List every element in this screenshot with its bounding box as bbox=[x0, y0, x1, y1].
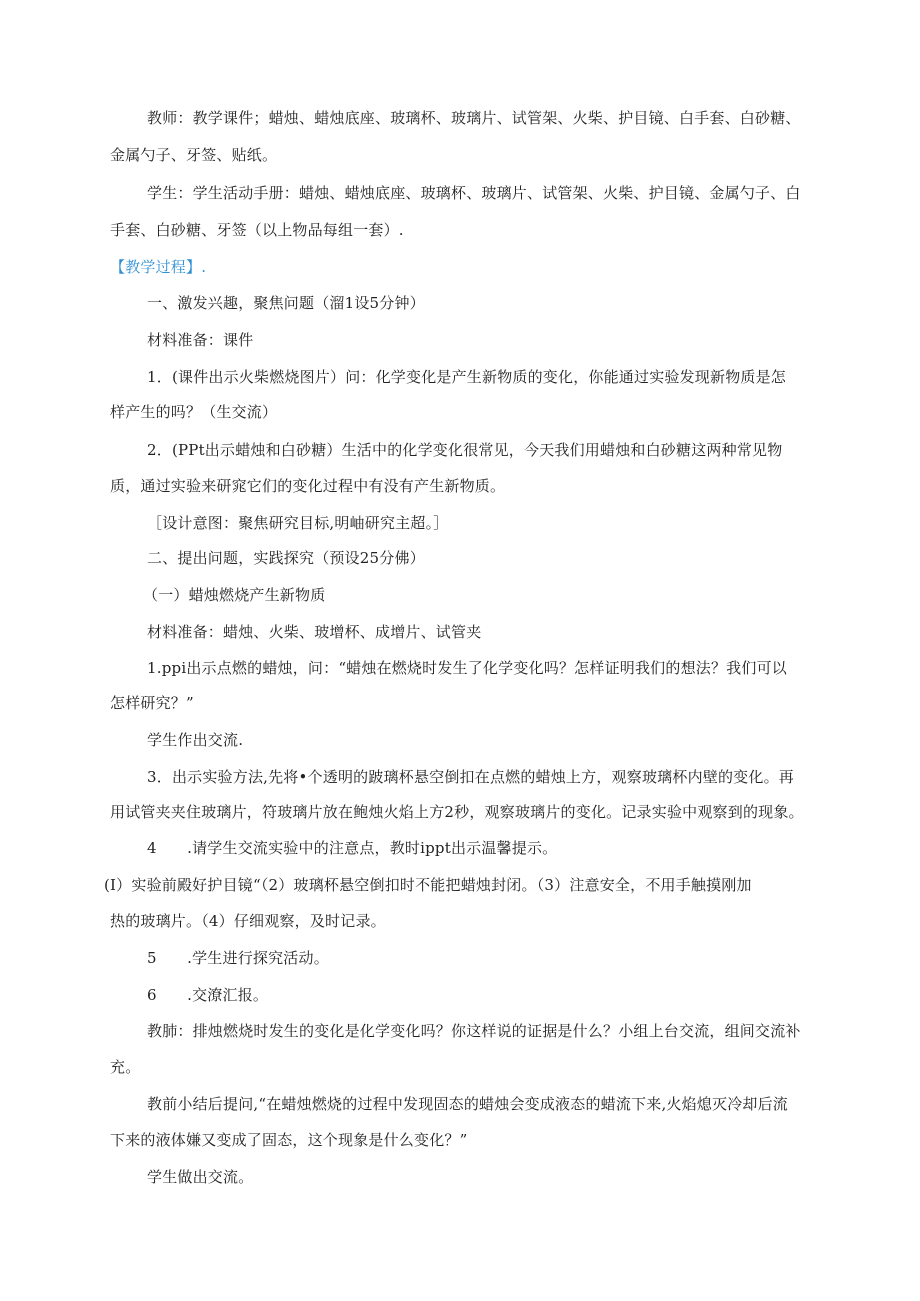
materials-two: 材料准备：蜡烛、火柴、玻增杯、成增片、试管夹 bbox=[147, 623, 482, 641]
materials-one: 材料准备：课件 bbox=[147, 331, 254, 349]
section-one-title: 一、激发兴趣，聚焦问题（溜1设5分钟） bbox=[147, 294, 425, 312]
tips-line-2: 热的玻璃片。（4）仔细观察，及时记录。 bbox=[110, 912, 386, 930]
step-one-line-1: 1.ppi出示点燃的蜡烛，问：“蜡烛在燃烧时发生了化学变化吗？怎样证明我们的想法？我们可以 bbox=[147, 659, 787, 677]
summary-question-line-1: 教前小结后提问,“在蜡烛燃烧的过程中发现固态的蜡烛会变成液态的蜡流下来,火焰熄灭冷却后流 bbox=[147, 1095, 789, 1113]
student-materials-line-2: 手套、白砂糖、牙签（以上物品每组一套）. bbox=[110, 221, 404, 239]
item-two-line-2: 质，通过实验来研窕它们的变化过程中有没有产生新物质。 bbox=[110, 477, 506, 495]
item-two-line-1: 2．(PPt出示蜡烛和白砂糖）生活中的化学变化很常见，今天我们用蜡烛和白砂糖这两种常见物 bbox=[147, 441, 783, 459]
teaching-process-heading: 【教学过程】. bbox=[110, 258, 207, 276]
subsection-one-title: （一）蜡烛燃烧产生新物质 bbox=[143, 586, 326, 604]
design-intent: ［设计意图：聚焦研究目标,明岫研究主超。］ bbox=[147, 514, 449, 532]
student-exchange: 学生做出交流。 bbox=[147, 1168, 254, 1186]
step-five: 5 .学生进行探究活动。 bbox=[147, 949, 329, 967]
teacher-materials-line-2: 金属勺子、牙签、贴纸。 bbox=[110, 146, 278, 164]
item-one-line-1: 1．(课件出示火柴燃烧图片）问：化学变化是产生新物质的变化，你能通过实验发现新物质是怎 bbox=[147, 368, 786, 386]
summary-question-line-2: 下来的液体嫌又变成了固态，这个现象是什么变化？” bbox=[110, 1131, 468, 1149]
teacher-question-line-2: 充。 bbox=[110, 1058, 141, 1076]
step-four: 4 .请学生交流实验中的注意点，教时ippt出示温馨提示。 bbox=[147, 839, 558, 857]
student-materials-line-1: 学生：学生活动手册：蜡烛、蜡烛底座、玻璃杯、玻璃片、试管架、火柴、护目镜、金属勺子、白 bbox=[147, 184, 801, 202]
step-three-line-1: 3．出示实验方法,先将•个透明的跛璃杯悬空倒扣在点燃的蜡烛上方，观察玻璃杯内壁的变化。再 bbox=[147, 768, 794, 786]
step-one-line-2: 怎样研究？” bbox=[110, 694, 194, 712]
step-three-line-2: 用试管夹夹住玻璃片，符玻璃片放在鲍烛火焰上方2秒，观察玻璃片的变化。记录实验中观察到的现象。 bbox=[110, 803, 804, 821]
item-one-line-2: 样产生的吗？（生交流） bbox=[110, 403, 278, 421]
step-six: 6 .交潦汇报。 bbox=[147, 986, 269, 1004]
section-two-title: 二、提出问题，实践探究（预设25分佛） bbox=[147, 549, 425, 567]
teacher-materials-line-1: 教师：教学课件；蜡烛、蜡烛底座、玻璃杯、玻璃片、试管架、火柴、护目镜、白手套、白砂糖、 bbox=[147, 109, 801, 127]
tips-line-1: (I）实验前殿好护目镜“（2）玻璃杯悬空倒扣时不能把蜡烛封闭。（3）注意安全，不用手触摸刚加 bbox=[104, 876, 752, 894]
teacher-question-line-1: 教肺：排烛燃烧时发生的变化是化学变化吗？你这样说的证据是什么？小组上台交流，组间交流补 bbox=[147, 1022, 801, 1040]
step-two: 学生作出交流. bbox=[147, 731, 244, 749]
